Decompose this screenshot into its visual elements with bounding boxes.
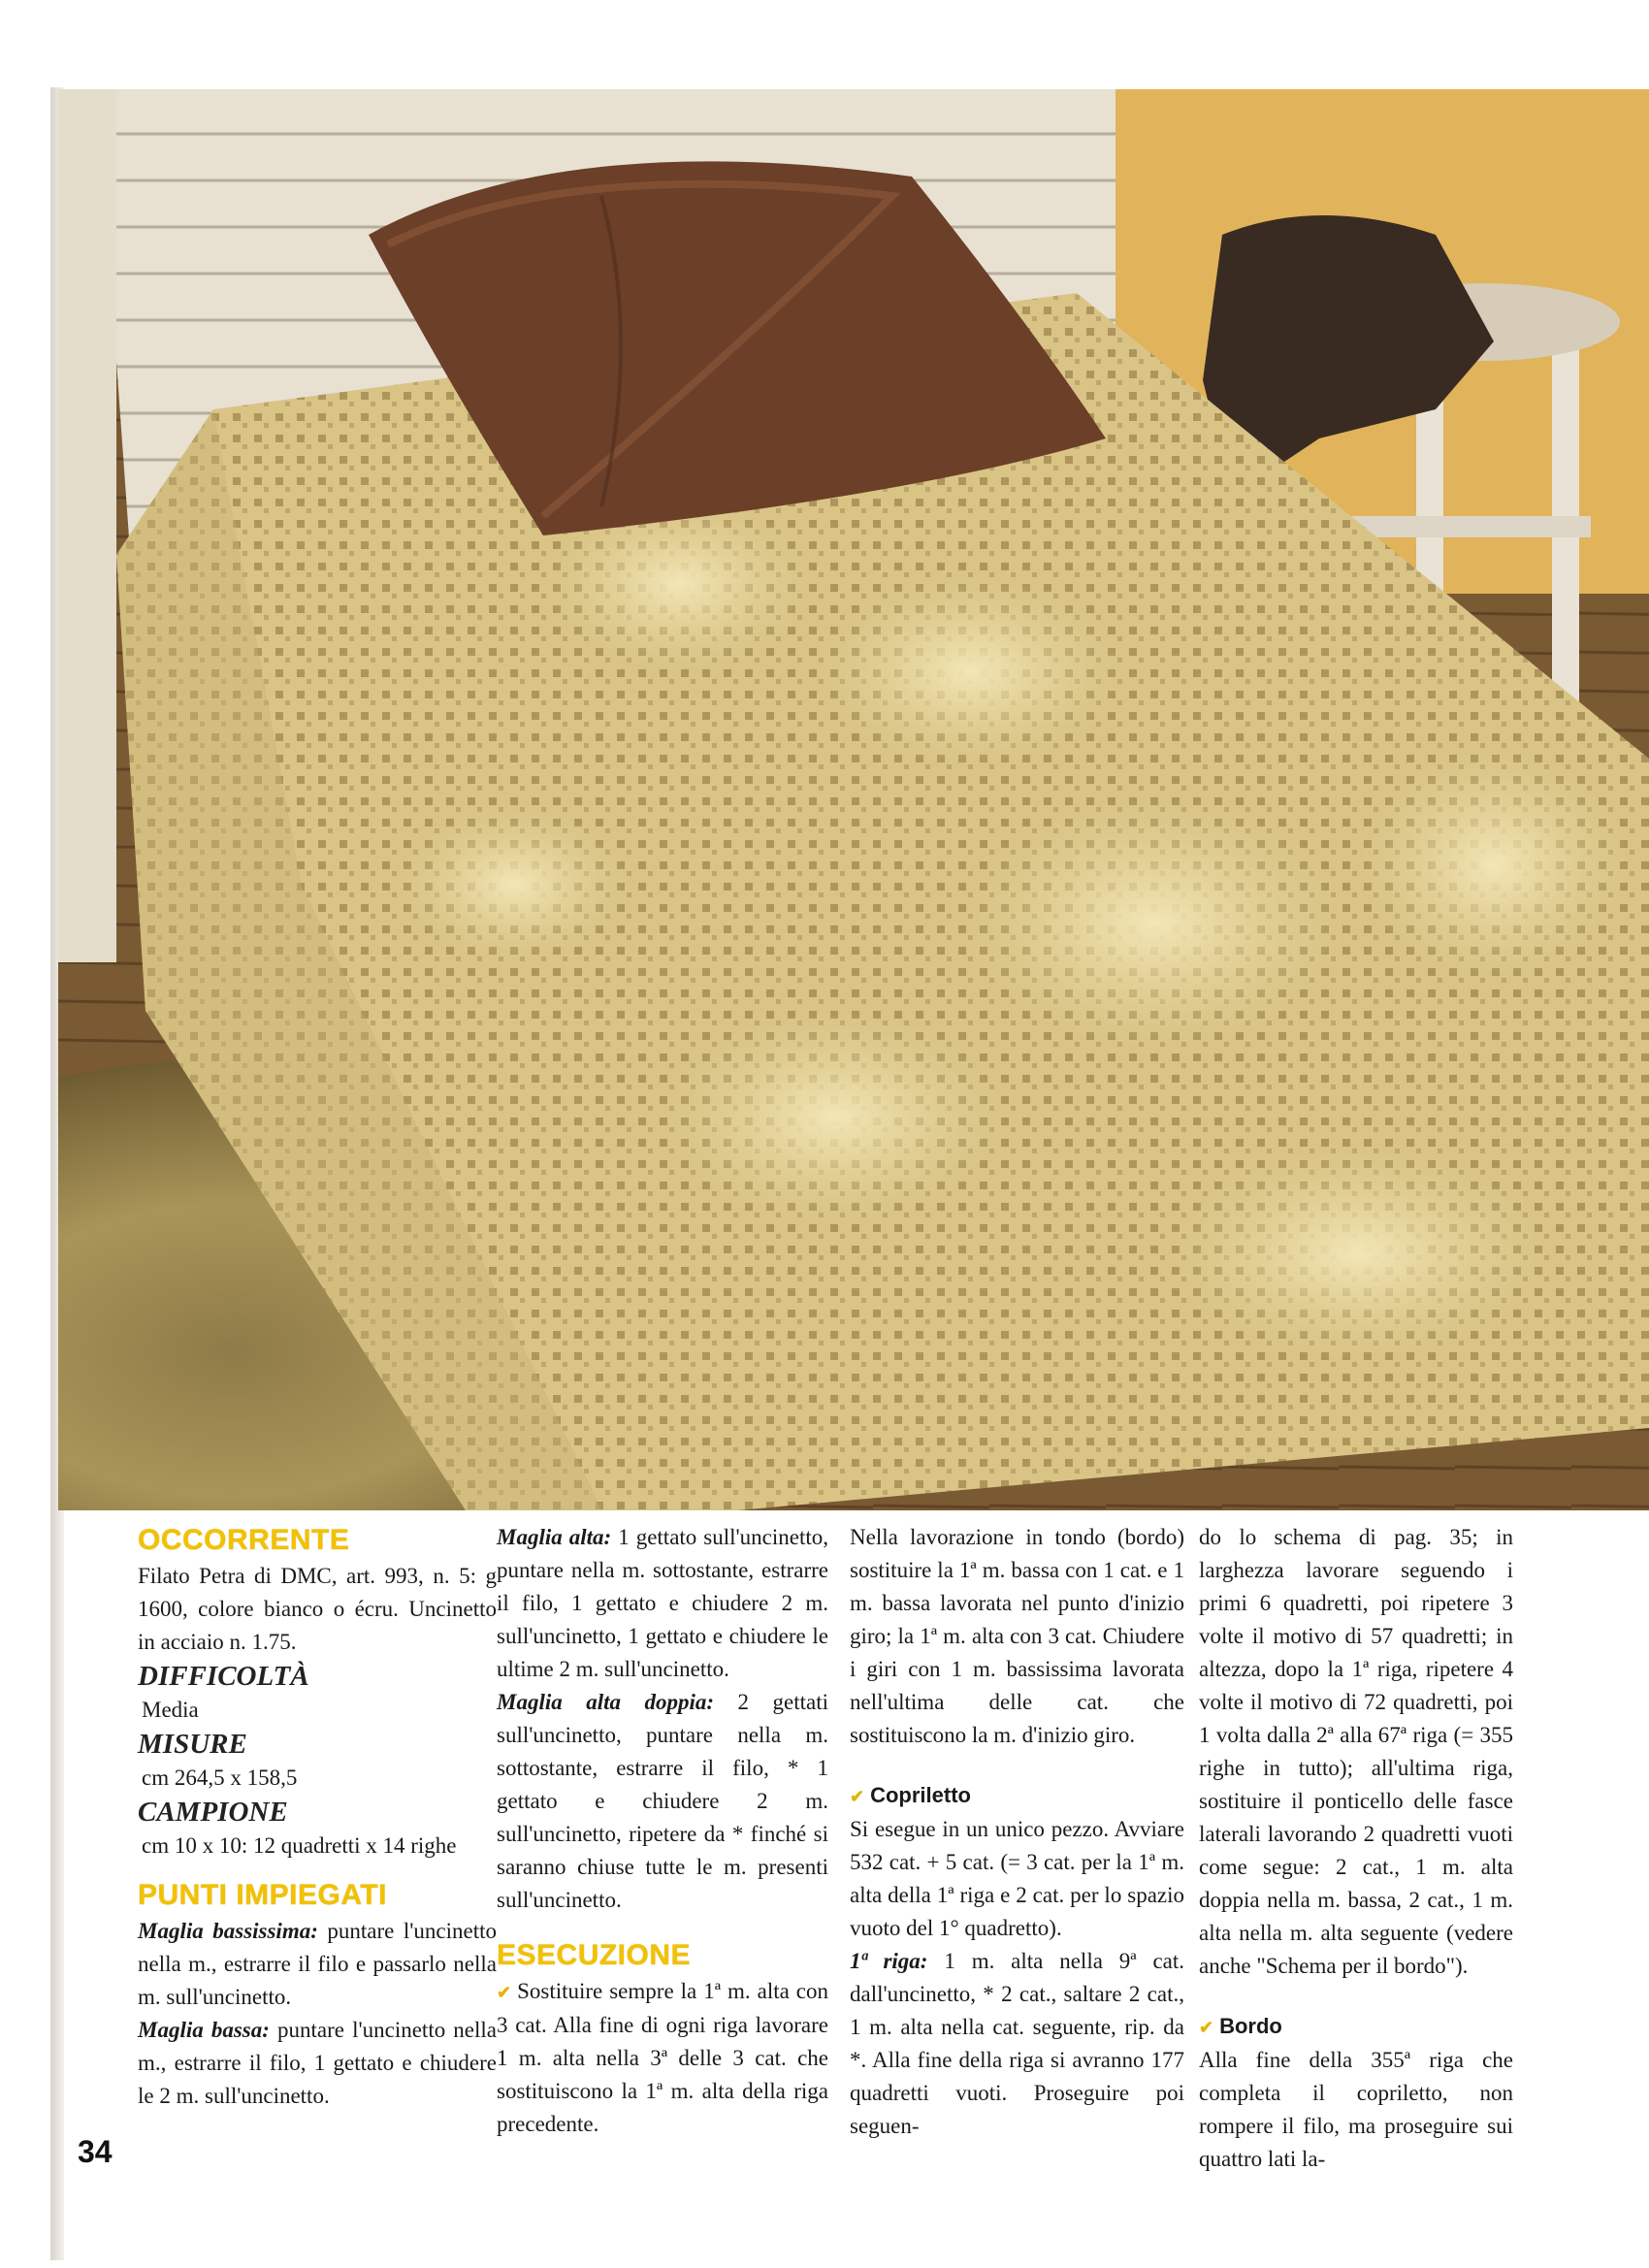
maglia-alta-doppia-text: 2 gettati sull'uncinetto, puntare nella m. sottostante, estrarre il filo, * 1 gettato e chiudere 2 m. sull'uncinetto, ripetere da * finché si saranno chiuse tutte le m. presenti sull'uncinetto. — [497, 1690, 829, 1912]
campione-value: cm 10 x 10: 12 quadretti x 14 righe — [142, 1833, 457, 1858]
column-3 — [850, 1521, 1184, 2143]
esecuzione-paragraph — [497, 1975, 828, 2141]
maglia-bassa-label: Maglia bassa: — [138, 2018, 270, 2042]
bordo-text: Alla fine della 355ª riga che completa il copriletto, non rompere il filo, ma proseguire sui quattro lati la- — [1199, 2048, 1513, 2171]
misure-heading: MISURE — [138, 1729, 247, 1760]
bordo-title: Bordo — [1219, 2014, 1282, 2038]
copriletto-text: Si esegue in un unico pezzo. Avviare 532 cat. + 5 cat. (= 3 cat. per la 1ª m. alta della 1ª riga e 2 cat. per lo spazio vuoto del 1° quadretto). — [850, 1817, 1184, 1940]
bedspread-photo — [58, 89, 1649, 1510]
maglia-bassissima-paragraph — [138, 1915, 497, 2014]
checkmark-icon: ✔ — [497, 1983, 512, 2002]
maglia-alta-doppia-paragraph — [497, 1686, 828, 1917]
bordo-heading — [1199, 2010, 1513, 2044]
column-2 — [497, 1521, 828, 2141]
occorrente-text: Filato Petra di DMC, art. 993, n. 5: g 1600, colore bianco o écru. Uncinetto in acciaio n. 1.75. — [138, 1564, 497, 1654]
difficolta-heading: DIFFICOLTÀ — [138, 1661, 309, 1692]
maglia-alta-paragraph — [497, 1521, 828, 1686]
maglia-bassissima-label: Maglia bassissima: — [138, 1919, 318, 1943]
maglia-alta-doppia-label: Maglia alta doppia: — [497, 1690, 715, 1714]
punti-heading: PUNTI IMPIEGATI — [138, 1879, 387, 1911]
checkmark-icon: ✔ — [1199, 2018, 1214, 2037]
column-4 — [1199, 1521, 1513, 2176]
maglia-alta-label: Maglia alta: — [497, 1525, 612, 1549]
campione-heading: CAMPIONE — [138, 1797, 288, 1828]
riga-1-paragraph — [850, 1945, 1184, 2143]
maglia-bassissima-text: puntare l'uncinetto nella m., estrarre il filo e passarlo nella m. sull'uncinetto. — [138, 1919, 497, 2009]
difficolta-value: Media — [142, 1698, 199, 1722]
maglia-bassa-text: puntare l'uncinetto nella m., estrarre il filo, 1 gettato e chiudere le 2 m. sull'uncinetto. — [138, 2018, 498, 2108]
copriletto-heading — [850, 1779, 1184, 1813]
esecuzione-text: Sostituire sempre la 1ª m. alta con 3 cat. Alla fine di ogni riga lavorare 1 m. alta nella 3ª delle 3 cat. che sostituiscono la 1ª m. alta della riga precedente. — [497, 1979, 828, 2136]
riga-1-text: 1 m. alta nella 9ª cat. dall'uncinetto, * 2 cat., saltare 2 cat., 1 m. alta nella cat. seguente, rip. da *. Alla fine della riga si avranno 177 quadretti vuoti. Proseguire poi seguen- — [850, 1949, 1185, 2138]
page-number: 34 — [78, 2134, 113, 2169]
riga-1-label: 1ª riga: — [850, 1949, 928, 1973]
checkmark-icon: ✔ — [850, 1787, 865, 1806]
misure-value: cm 264,5 x 158,5 — [142, 1766, 298, 1790]
photo-illustration — [58, 89, 1649, 1510]
copriletto-continued-text: do lo schema di pag. 35; in larghezza lavorare seguendo i primi 6 quadretti, poi ripetere 3 volte il motivo di 57 quadretti; in altezza, dopo la 1ª riga, ripetere 4 volte il motivo di 72 quadretti, poi 1 volta dalla 2ª alla 67ª riga (= 355 righe in tutto); all'ultima riga, sostituire il ponticello delle fasce laterali lavorando 2 quadretti vuoti come segue: 2 cat., 1 m. alta doppia nella m. bassa, 2 cat., 1 m. alta nella m. alta seguente (vedere anche "Schema per il bordo"). — [1199, 1525, 1513, 1978]
esecuzione-heading: ESECUZIONE — [497, 1939, 692, 1971]
copriletto-title: Copriletto — [870, 1783, 971, 1807]
occorrente-heading: OCCORRENTE — [138, 1524, 350, 1556]
maglia-alta-text: 1 gettato sull'uncinetto, puntare nella m. sottostante, estrarre il filo, 1 gettato e chiudere 2 m. sull'uncinetto, 1 gettato e chiudere le ultime 2 m. sull'uncinetto. — [497, 1525, 829, 1681]
column-1 — [138, 1521, 497, 2113]
maglia-bassa-paragraph — [138, 2014, 497, 2113]
lavorazione-tondo-text: Nella lavorazione in tondo (bordo) sostituire la 1ª m. bassa con 1 cat. e 1 m. bassa lavorata nel punto d'inizio giro; la 1ª m. alta con 3 cat. Chiudere i giri con 1 m. bassissima lavorata nell'ultima delle cat. che sostituiscono la m. d'inizio giro. — [850, 1525, 1184, 1747]
